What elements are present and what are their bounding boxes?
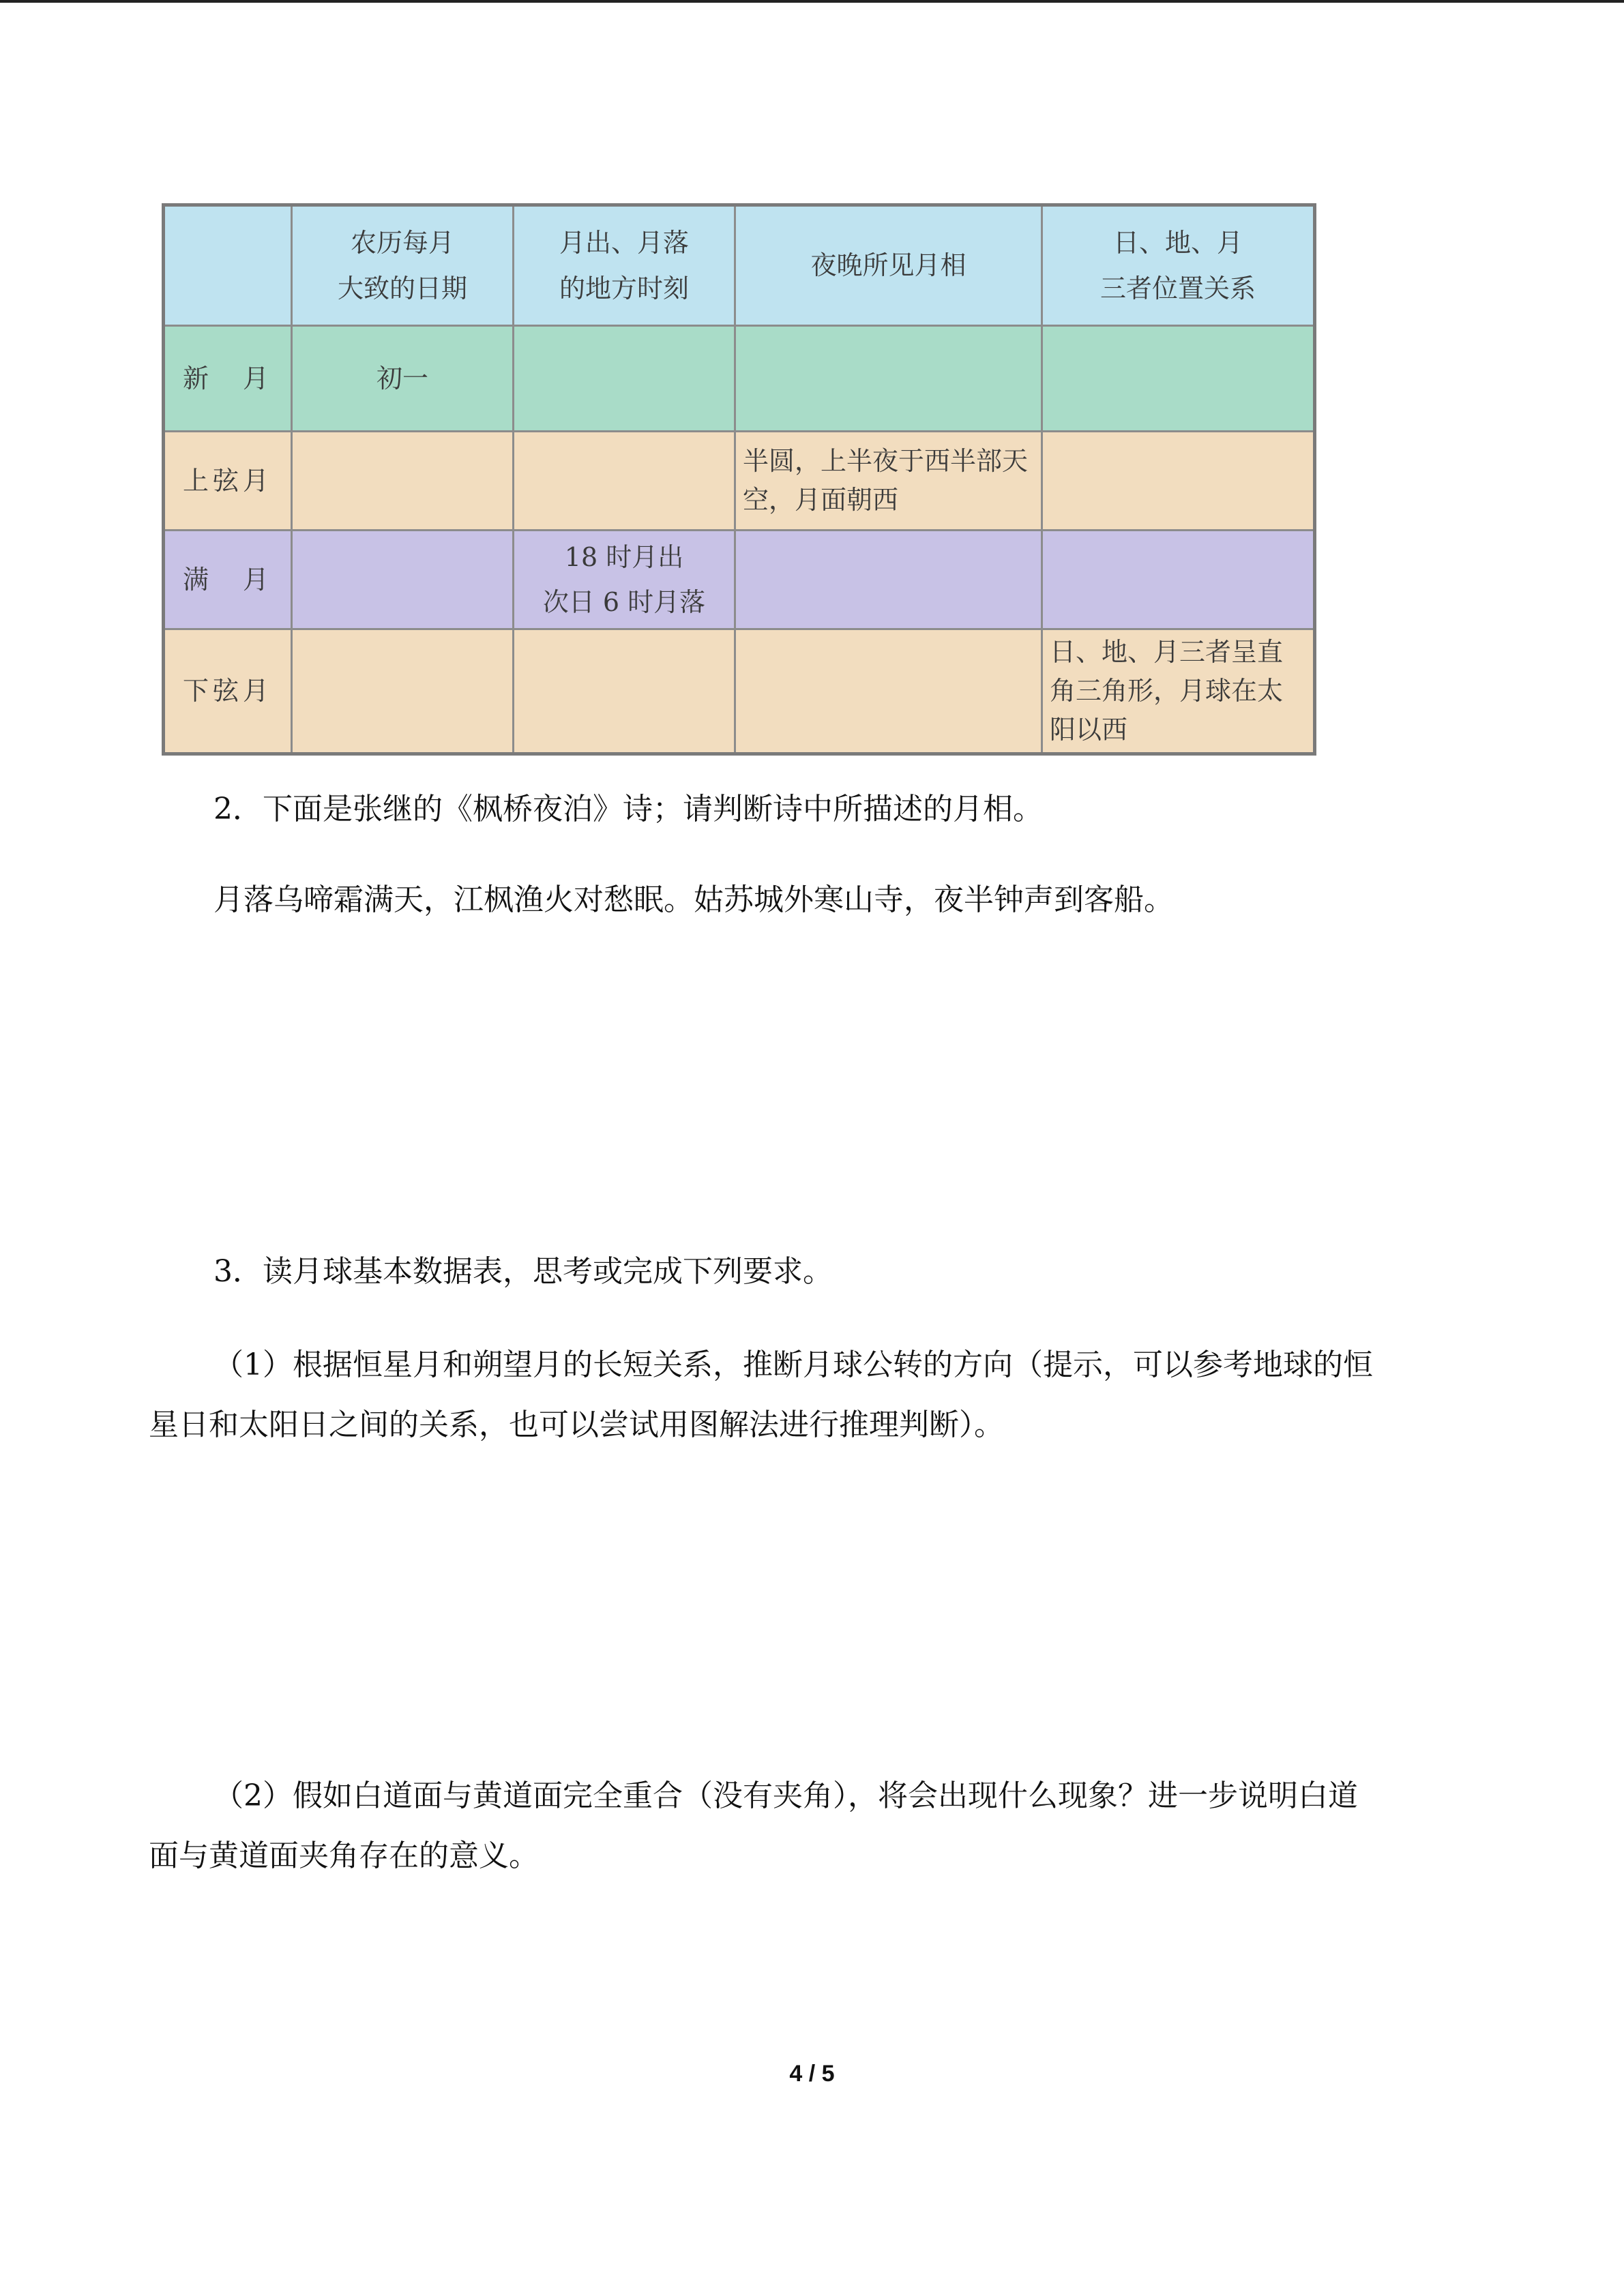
page-top-border (0, 0, 1624, 3)
question-3-sub2-line1: （2）假如白道面与黄道面完全重合（没有夹角），将会出现什么现象？进一步说明白道 (213, 1778, 1358, 1813)
cell-phase (735, 531, 1042, 629)
table-row-new-moon (164, 326, 1315, 432)
cell-date: 初一 (292, 326, 514, 432)
cell-rise-set: 18 时月出 次日 6 时月落 (514, 531, 735, 629)
cell-phase (735, 629, 1042, 754)
row-label: 下弦月 (164, 629, 292, 754)
page-number: 4 / 5 (789, 2061, 835, 2087)
question-3-sub2-line2: 面与黄道面夹角存在的意义。 (149, 1838, 539, 1873)
cell-position (1042, 432, 1315, 531)
header-rise-set: 月出、月落 的地方时刻 (514, 205, 735, 326)
cell-rise-set (514, 629, 735, 754)
cell-date (292, 629, 514, 754)
table-header-row (164, 205, 1315, 326)
cell-phase: 半圆，上半夜于西半部天空，月面朝西 (735, 432, 1042, 531)
header-date: 农历每月 大致的日期 (292, 205, 514, 326)
cell-rise-set (514, 326, 735, 432)
question-3-sub1-line2: 星日和太阳日之间的关系，也可以尝试用图解法进行推理判断）。 (149, 1407, 1004, 1442)
row-label: 满 月 (164, 531, 292, 629)
row-label: 上弦月 (164, 432, 292, 531)
header-position: 日、地、月 三者位置关系 (1042, 205, 1315, 326)
header-corner (164, 205, 292, 326)
cell-phase (735, 326, 1042, 432)
cell-rise-set (514, 432, 735, 531)
cell-position (1042, 326, 1315, 432)
question-2-prompt: 2．下面是张继的《枫桥夜泊》诗；请判断诗中所描述的月相。 (213, 792, 1043, 826)
table-row-first-quarter (164, 432, 1315, 531)
row-label: 新 月 (164, 326, 292, 432)
question-2-poem: 月落乌啼霜满天，江枫渔火对愁眠。姑苏城外寒山寺，夜半钟声到客船。 (213, 882, 1174, 917)
cell-position: 日、地、月三者呈直角三角形，月球在太阳以西 (1042, 629, 1315, 754)
table-row-last-quarter (164, 629, 1315, 754)
moon-phase-table (162, 203, 1316, 756)
question-3-prompt: 3．读月球基本数据表，思考或完成下列要求。 (213, 1254, 833, 1289)
table-row-full-moon (164, 531, 1315, 629)
header-phase: 夜晚所见月相 (735, 205, 1042, 326)
cell-date (292, 531, 514, 629)
cell-position (1042, 531, 1315, 629)
cell-date (292, 432, 514, 531)
question-3-sub1-line1: （1）根据恒星月和朔望月的长短关系，推断月球公转的方向（提示，可以参考地球的恒 (213, 1347, 1373, 1382)
